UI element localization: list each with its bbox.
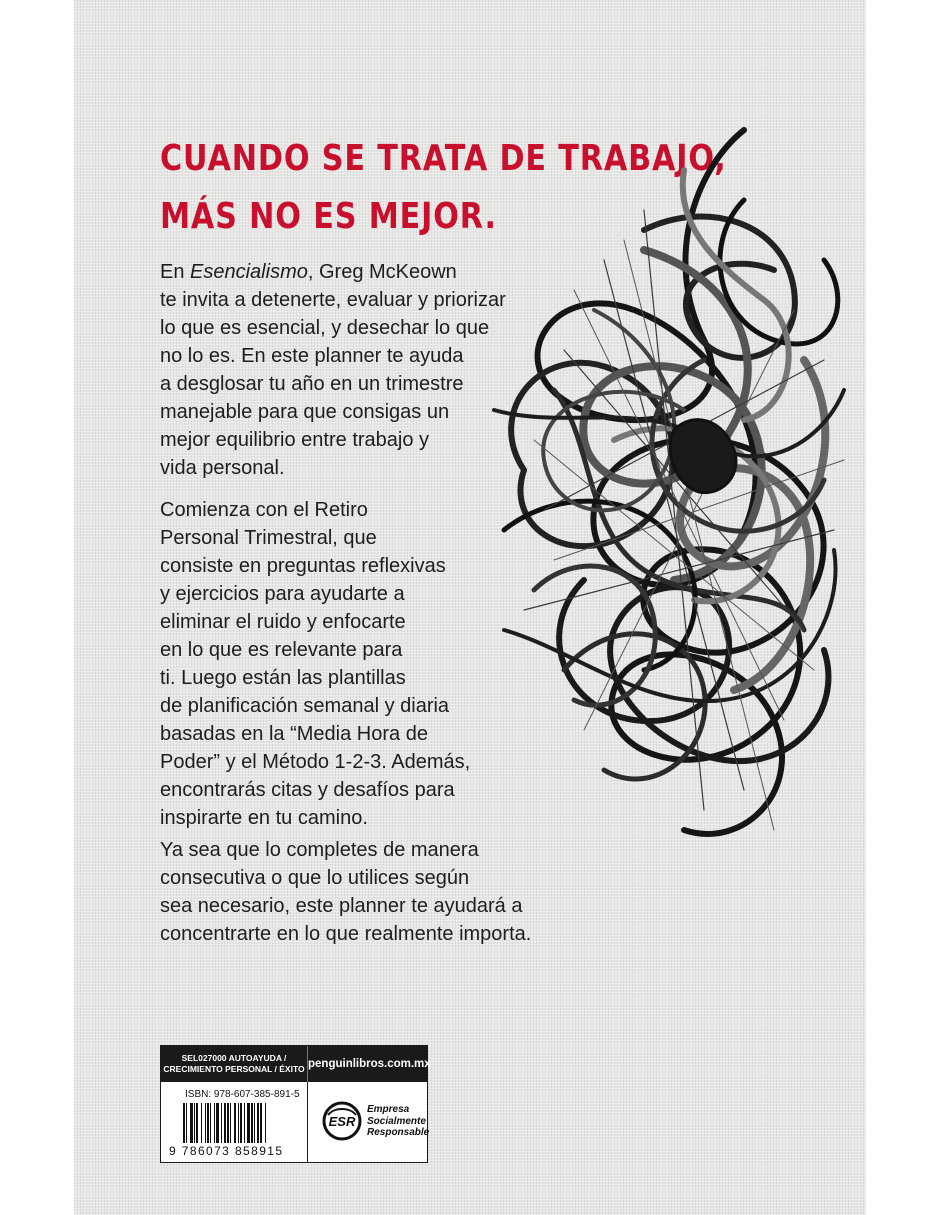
isbn: ISBN: 978-607-385-891-5	[185, 1089, 300, 1100]
paragraph-intro-line: te invita a detenerte, evaluar y priorizar	[160, 289, 506, 311]
esr-label	[367, 1104, 429, 1139]
paragraph-intro-line: vida personal.	[160, 457, 285, 479]
book-title: Esencialismo	[190, 261, 308, 283]
esr-line-2: Socialmente	[367, 1115, 426, 1127]
paragraph-intro-line: manejable para que consigas un	[160, 401, 450, 423]
paragraph-intro-line: mejor equilibrio entre trabajo y	[160, 429, 430, 451]
paragraph-closing-line: Ya sea que lo completes de manera	[160, 839, 479, 861]
paragraph-contents-line: encontrarás citas y desafíos para	[160, 779, 455, 801]
paragraph-contents-line: ti. Luego están las plantillas	[160, 667, 406, 689]
headline-line-1: CUANDO SE TRATA DE TRABAJO,	[160, 138, 727, 179]
paragraph-intro-line-1	[160, 258, 580, 286]
back-cover	[74, 0, 866, 1215]
barcode-bar	[266, 1103, 267, 1143]
paragraph-contents-line: Personal Trimestral, que	[160, 527, 377, 549]
paragraph-contents	[160, 496, 580, 832]
paragraph-contents-line: eliminar el ruido y enfocarte	[160, 611, 406, 633]
esr-logo	[322, 1101, 362, 1141]
intro-prefix: En	[160, 261, 191, 283]
publisher-website: penguinlibros.com.mx	[307, 1046, 428, 1082]
paragraph-intro-line: a desglosar tu año en un trimestre	[160, 373, 464, 395]
intro-suffix: , Greg McKeown	[307, 261, 457, 283]
barcode	[183, 1103, 301, 1143]
paragraph-contents-line: consiste en preguntas reflexivas	[160, 555, 446, 577]
esr-line-1: Empresa	[367, 1104, 410, 1115]
publisher-info-box	[160, 1045, 431, 1163]
paragraph-contents-line: basadas en la “Media Hora de	[160, 723, 428, 745]
paragraph-contents-line: y ejercicios para ayudarte a	[160, 583, 405, 605]
paragraph-closing-line: consecutiva o que lo utilices según	[160, 867, 470, 889]
barcode-digits: 9 786073 858915	[169, 1144, 284, 1158]
bisac-category	[161, 1046, 307, 1082]
paragraph-closing-line: concentrarte en lo que realmente importa.	[160, 923, 532, 945]
headline-line-2: MÁS NO ES MEJOR.	[160, 196, 497, 237]
paragraph-closing-line: sea necesario, este planner te ayudará a	[160, 895, 523, 917]
paragraph-contents-line: Poder” y el Método 1-2-3. Además,	[160, 751, 471, 773]
paragraph-contents-line: inspirarte en tu camino.	[160, 807, 368, 829]
paragraph-contents-line: en lo que es relevante para	[160, 639, 403, 661]
paragraph-intro-line: no lo es. En este planner te ayuda	[160, 345, 464, 367]
info-divider	[307, 1082, 308, 1162]
esr-line-3: Responsable	[367, 1127, 430, 1138]
paragraph-contents-line: Comienza con el Retiro	[160, 499, 368, 521]
esr-mark: ESR	[328, 1114, 356, 1129]
paragraph-intro-line: lo que es esencial, y desechar lo que	[160, 317, 490, 339]
bisac-line-1: SEL027000 AUTOAYUDA /	[181, 1053, 287, 1063]
paragraph-closing	[160, 836, 580, 948]
paragraph-contents-line: de planificación semanal y diaria	[160, 695, 450, 717]
paragraph-intro	[160, 258, 580, 482]
bisac-line-2: CRECIMIENTO PERSONAL / ÉXITO	[163, 1064, 305, 1074]
